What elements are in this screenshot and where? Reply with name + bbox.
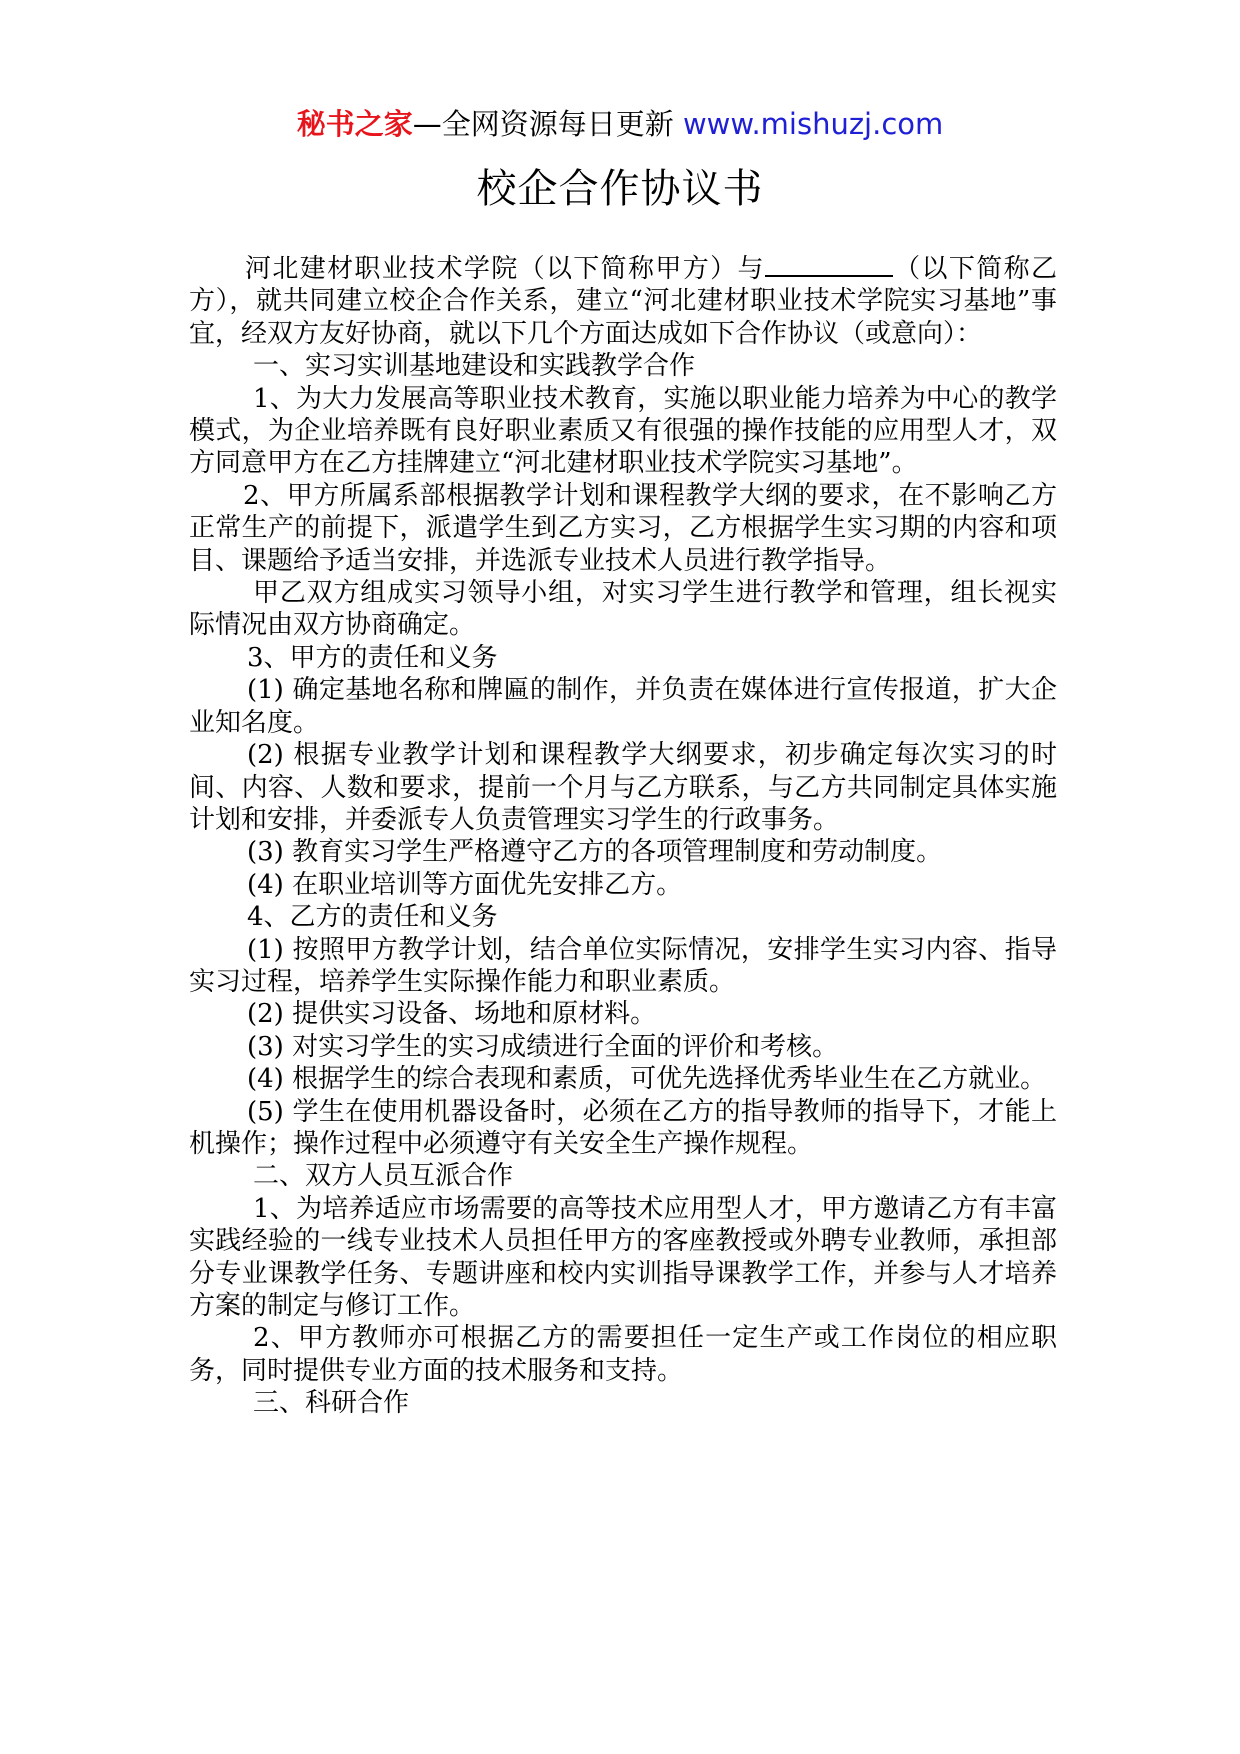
party-b-duties-heading: 4、乙方的责任和义务 <box>247 902 498 933</box>
section-1-heading: 一、实习实训基地建设和实践教学合作 <box>253 351 696 382</box>
site-brand: 秘书之家 <box>296 107 413 141</box>
party-b-duty-item: (1) 按照甲方教学计划，结合单位实际情况，安排学生实习内容、指导实习过程，培养学生实际操作能力和职业素质。 <box>189 934 1057 997</box>
document-title: 校企合作协议书 <box>476 166 764 212</box>
intro-text-after: （以下简称乙方），就共同建立校企合作关系，建立“河北建材职业技术学院实习基地”事宜，经双方友好协商，就以下几个方面达成如下合作协议（或意向）： <box>189 254 1057 349</box>
party-a-duty-item: (4) 在职业培训等方面优先安排乙方。 <box>247 869 683 900</box>
document-body <box>189 251 1057 1420</box>
party-b-duty-item: (2) 提供实习设备、场地和原材料。 <box>247 999 657 1030</box>
party-a-duty-item: (2) 根据专业教学计划和课程教学大纲要求，初步确定每次实习的时间、内容、人数和要求，提前一个月与乙方联系，与乙方共同制定具体实施计划和安排，并委派专人负责管理实习学生的行政事务。 <box>189 740 1057 835</box>
site-header <box>0 98 1240 150</box>
section-3-heading: 三、科研合作 <box>253 1388 410 1419</box>
section-1-clause-1: 1、为大力发展高等职业技术教育，实施以职业能力培养为中心的教学模式，为企业培养既有良好职业素质又有很强的操作技能的应用型人才，双方同意甲方在乙方挂牌建立“河北建材职业技术学院实习基地”。 <box>189 383 1057 479</box>
section-1-clause-2-note: 甲乙双方组成实习领导小组，对实习学生进行教学和管理，组长视实际情况由双方协商确定。 <box>189 578 1057 641</box>
section-2-heading: 二、双方人员互派合作 <box>253 1161 514 1192</box>
party-a-duty-item: (1) 确定基地名称和牌匾的制作，并负责在媒体进行宣传报道，扩大企业知名度。 <box>189 675 1057 738</box>
site-slogan: —全网资源每日更新 <box>412 107 674 141</box>
section-2-clause-1: 1、为培养适应市场需要的高等技术应用型人才，甲方邀请乙方有丰富实践经验的一线专业技术人员担任甲方的客座教授或外聘专业教师，承担部分专业课教学任务、专题讲座和校内实训指导课教学工作，并参与人才培养方案的制定与修订工作。 <box>189 1193 1057 1321</box>
section-2-clause-2: 2、甲方教师亦可根据乙方的需要担任一定生产或工作岗位的相应职务，同时提供专业方面的技术服务和支持。 <box>189 1323 1057 1386</box>
section-1-clause-2: 2、甲方所属系部根据教学计划和课程教学大纲的要求，在不影响乙方正常生产的前提下，派遣学生到乙方实习，乙方根据学生实习期的内容和项目、课题给予适当安排，并选派专业技术人员进行教学指导。 <box>189 480 1057 576</box>
party-a-duties-heading: 3、甲方的责任和义务 <box>247 642 498 673</box>
intro-text-before: 河北建材职业技术学院（以下简称甲方）与 <box>245 254 765 284</box>
party-b-blank-line <box>765 251 893 277</box>
party-b-duty-item: (3) 对实习学生的实习成绩进行全面的评价和考核。 <box>247 1031 839 1062</box>
party-b-duty-item: (5) 学生在使用机器设备时，必须在乙方的指导教师的指导下，才能上机操作；操作过程中必须遵守有关安全生产操作规程。 <box>189 1096 1057 1159</box>
party-a-duty-item: (3) 教育实习学生严格遵守乙方的各项管理制度和劳动制度。 <box>247 837 943 868</box>
intro-paragraph <box>189 251 1057 350</box>
party-b-duty-item: (4) 根据学生的综合表现和素质，可优先选择优秀毕业生在乙方就业。 <box>247 1064 1047 1095</box>
site-url-link[interactable]: www.mishuzj.com <box>682 107 944 141</box>
